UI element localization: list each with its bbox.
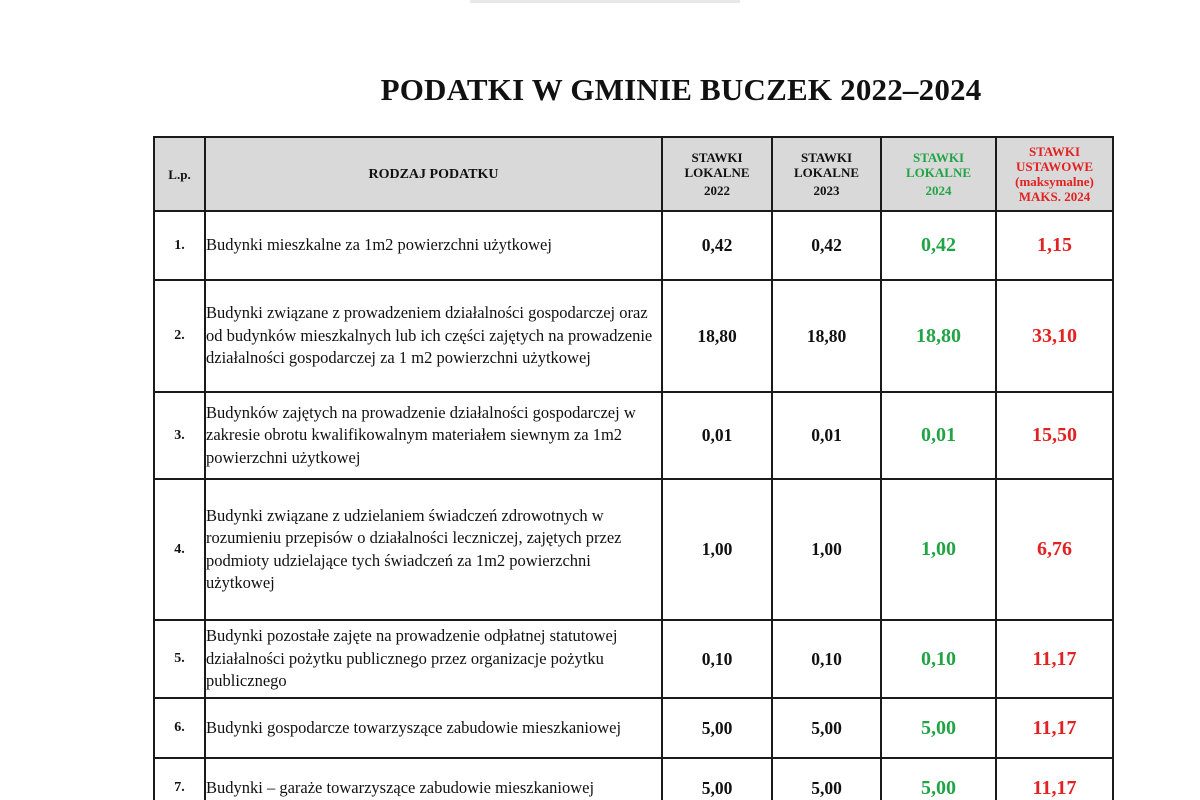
rate-2022: 0,10 — [662, 620, 772, 698]
row-description: Budynki mieszkalne za 1m2 powierzchni użytkowej — [205, 211, 662, 280]
rate-2023: 0,10 — [772, 620, 881, 698]
rate-2023: 18,80 — [772, 280, 881, 392]
row-description: Budynki związane z prowadzeniem działalności gospodarczej oraz od budynków mieszkalnych lub ich części zajętych na prowadzenie działalności gospodarczej za 1 m2 powierzchni użytkowej — [205, 280, 662, 392]
rate-2023: 0,01 — [772, 392, 881, 479]
rate-2024: 5,00 — [881, 758, 996, 800]
header-rates-2022 — [662, 137, 772, 211]
header-max-line2: USTAWOWE — [1015, 159, 1094, 174]
rate-2022: 0,01 — [662, 392, 772, 479]
table-row — [154, 280, 1113, 392]
table-body — [154, 211, 1113, 800]
rate-2023: 5,00 — [772, 758, 881, 800]
header-max-line1: STAWKI — [1028, 144, 1081, 159]
header-2023-line1: STAWKI — [800, 150, 853, 165]
row-number: 4. — [154, 479, 205, 620]
header-statutory-max-2024 — [996, 137, 1113, 211]
row-number: 1. — [154, 211, 205, 280]
header-2024-line1: STAWKI — [912, 150, 965, 165]
rate-2024: 0,42 — [881, 211, 996, 280]
top-shade-strip — [470, 0, 740, 3]
rate-2024: 1,00 — [881, 479, 996, 620]
table-row — [154, 698, 1113, 758]
rate-max-2024: 11,17 — [996, 758, 1113, 800]
table-row — [154, 758, 1113, 800]
rate-2023: 1,00 — [772, 479, 881, 620]
header-rates-2023 — [772, 137, 881, 211]
rate-2022: 18,80 — [662, 280, 772, 392]
rate-2024: 0,10 — [881, 620, 996, 698]
header-2022-year: 2022 — [704, 183, 730, 198]
row-description: Budynki pozostałe zajęte na prowadzenie odpłatnej statutowej działalności pożytku publicznego przez organizacje pożytku publicznego — [205, 620, 662, 698]
header-2022-line1: STAWKI — [691, 150, 743, 165]
rate-2024: 0,01 — [881, 392, 996, 479]
header-max-line3: (maksymalne) — [1015, 174, 1094, 189]
table-header — [154, 137, 1113, 211]
rate-2023: 5,00 — [772, 698, 881, 758]
row-number: 5. — [154, 620, 205, 698]
row-number: 3. — [154, 392, 205, 479]
row-description: Budynków zajętych na prowadzenie działalności gospodarczej w zakresie obrotu kwalifikowalnym materiałem siewnym za 1m2 powierzchni użytkowej — [205, 392, 662, 479]
row-number: 2. — [154, 280, 205, 392]
row-description: Budynki gospodarcze towarzyszące zabudowie mieszkaniowej — [205, 698, 662, 758]
row-number: 7. — [154, 758, 205, 800]
rate-2022: 5,00 — [662, 698, 772, 758]
rate-2024: 5,00 — [881, 698, 996, 758]
table-row — [154, 392, 1113, 479]
header-2023-line2: LOKALNE — [793, 165, 859, 180]
header-2024-line2: LOKALNE — [905, 165, 971, 180]
rate-max-2024: 6,76 — [996, 479, 1113, 620]
header-2024-year: 2024 — [925, 183, 952, 198]
rate-max-2024: 15,50 — [996, 392, 1113, 479]
rate-2022: 1,00 — [662, 479, 772, 620]
header-rates-2024 — [881, 137, 996, 211]
row-description: Budynki związane z udzielaniem świadczeń zdrowotnych w rozumieniu przepisów o działalności leczniczej, zajętych przez podmioty udzielające tych świadczeń za 1m2 powierzchni użytkowej — [205, 479, 662, 620]
rate-max-2024: 33,10 — [996, 280, 1113, 392]
rate-2024: 18,80 — [881, 280, 996, 392]
rate-max-2024: 11,17 — [996, 698, 1113, 758]
rate-2023: 0,42 — [772, 211, 881, 280]
header-tax-type: RODZAJ PODATKU — [205, 137, 662, 211]
rate-max-2024: 1,15 — [996, 211, 1113, 280]
header-2023-year: 2023 — [813, 183, 840, 198]
header-2022-line2: LOKALNE — [684, 165, 750, 180]
page-title: PODATKI W GMINIE BUCZEK 2022–2024 — [380, 72, 982, 107]
header-max-line4: MAKS. 2024 — [1018, 189, 1091, 204]
tax-rates-table — [153, 136, 1114, 800]
row-number: 6. — [154, 698, 205, 758]
rate-2022: 5,00 — [662, 758, 772, 800]
table-row — [154, 211, 1113, 280]
header-lp: L.p. — [154, 137, 205, 211]
row-description: Budynki – garaże towarzyszące zabudowie mieszkaniowej — [205, 758, 662, 800]
table-row — [154, 620, 1113, 698]
rate-max-2024: 11,17 — [996, 620, 1113, 698]
rate-2022: 0,42 — [662, 211, 772, 280]
table-row — [154, 479, 1113, 620]
